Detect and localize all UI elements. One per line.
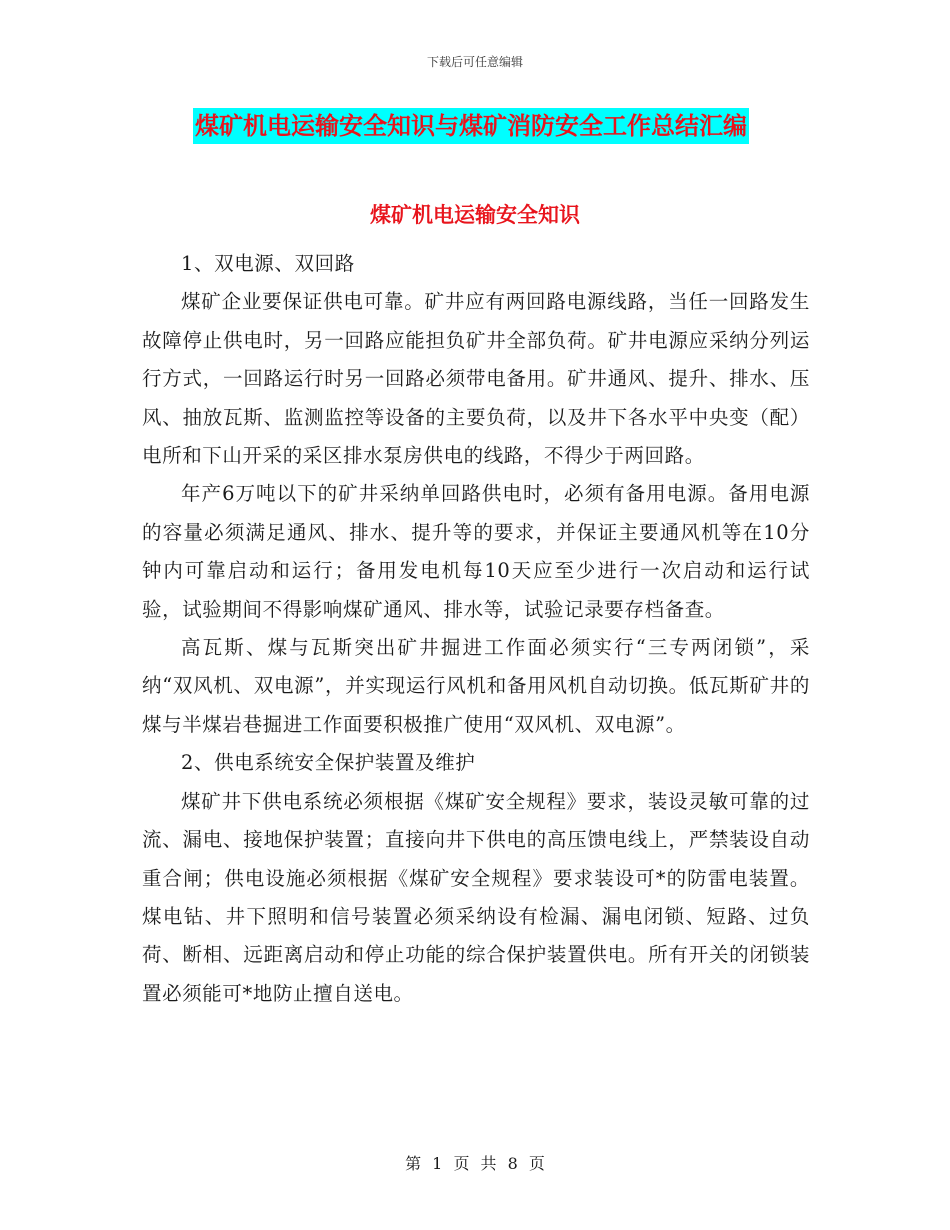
paragraph: 煤矿井下供电系统必须根据《煤矿安全规程》要求，装设灵敏可靠的过流、漏电、接地保护装置；直接向井下供电的高压馈电线上，严禁装设自动重合闸；供电设施必须根据《煤矿安全规程》要求装设可*的防雷电装置。煤电钻、井下照明和信号装置必须采纳设有检漏、漏电闭锁、短路、过负荷、断相、远距离启动和停止功能的综合保护装置供电。所有开关的闭锁装置必须能可*地防止擅自送电。 [142, 789, 810, 1005]
paragraph: 高瓦斯、煤与瓦斯突出矿井掘进工作面必须实行“三专两闭锁”，采纳“双风机、双电源”，并实现运行风机和备用风机自动切换。低瓦斯矿井的煤与半煤岩巷掘进工作面要积极推广使用“双风机、双电源”。 [142, 636, 810, 736]
header-note: 下载后可任意编辑 [426, 55, 523, 69]
paragraph: 年产6万吨以下的矿井采纳单回路供电时，必须有备用电源。备用电源的容量必须满足通风、排水、提升等的要求，并保证主要通风机等在10分钟内可靠启动和运行；备用发电机每10天应至少进行一次启动和运行试验，试验期间不得影响煤矿通风、排水等，试验记录要存档备查。 [142, 482, 810, 621]
page-number: 第 1 页 共 8 页 [405, 1154, 545, 1173]
document-body [142, 245, 810, 1013]
paragraph-heading-1: 1、双电源、双回路 [181, 252, 355, 275]
paragraph: 煤矿企业要保证供电可靠。矿井应有两回路电源线路，当任一回路发生故障停止供电时，另一回路应能担负矿井全部负荷。矿井电源应采纳分列运行方式，一回路运行时另一回路必须带电备用。矿井通风、提升、排水、压风、抽放瓦斯、监测监控等设备的主要负荷，以及井下各水平中央变（配）电所和下山开采的采区排水泵房供电的线路，不得少于两回路。 [142, 290, 810, 468]
paragraph-heading-2: 2、供电系统安全保护装置及维护 [181, 751, 476, 775]
section-title: 煤矿机电运输安全知识 [370, 203, 580, 227]
document-title: 煤矿机电运输安全知识与煤矿消防安全工作总结汇编 [193, 108, 749, 144]
